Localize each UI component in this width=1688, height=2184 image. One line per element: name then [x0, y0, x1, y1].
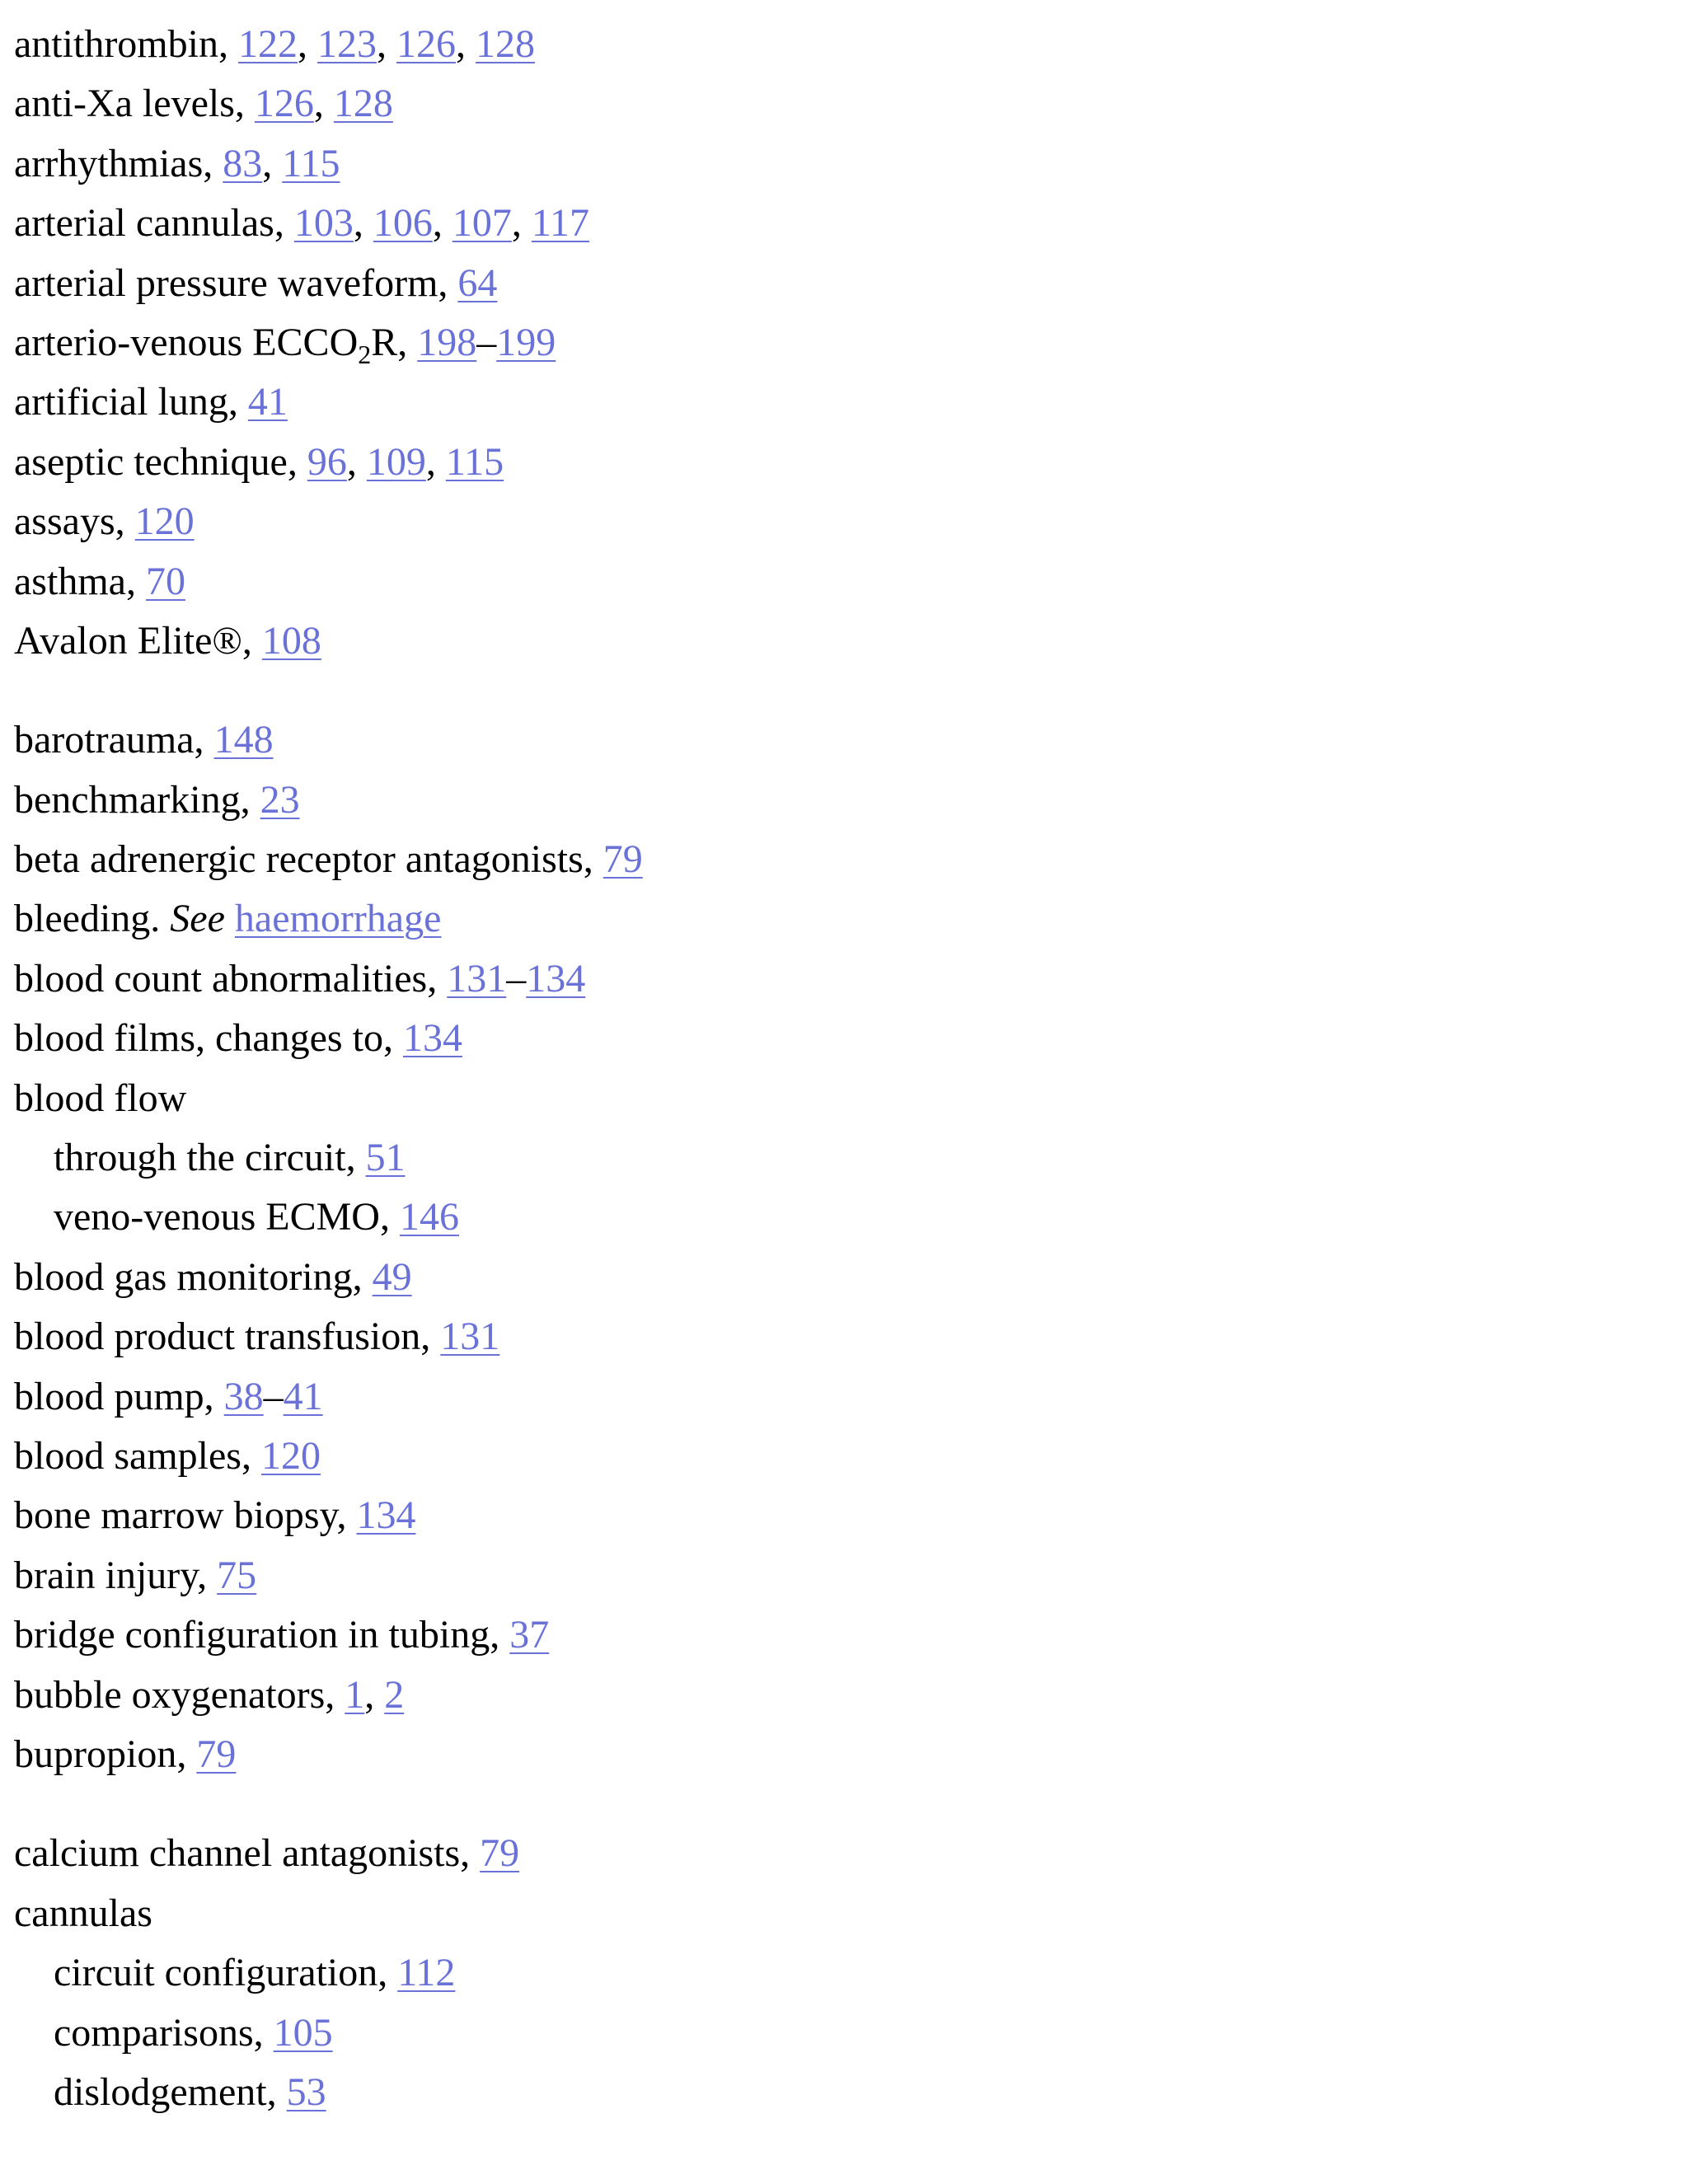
index-subentry	[14, 1188, 1580, 1247]
index-entry	[14, 1605, 1580, 1665]
page-reference-link[interactable]: 126	[396, 22, 456, 66]
page-reference-link[interactable]: 198	[417, 320, 477, 364]
index-page	[14, 15, 1580, 2122]
page-reference-link[interactable]: 79	[480, 1831, 520, 1876]
page-reference-link[interactable]: 51	[365, 1136, 406, 1180]
page-reference-link[interactable]: 131	[440, 1315, 500, 1359]
index-term: aseptic technique,	[14, 439, 307, 484]
page-reference-link[interactable]: 115	[282, 141, 340, 185]
index-term: bone marrow biopsy,	[14, 1493, 357, 1538]
page-reference-link[interactable]: 128	[475, 22, 535, 66]
page-reference-link[interactable]: 37	[509, 1613, 550, 1657]
index-term: bubble oxygenators,	[14, 1672, 345, 1717]
index-entry	[14, 1486, 1580, 1545]
index-term: veno-venous ECMO,	[54, 1195, 400, 1240]
ref-separator: –	[263, 1374, 284, 1418]
page-reference-link[interactable]: 115	[445, 439, 504, 484]
index-entry	[14, 134, 1580, 194]
index-term: blood films, changes to,	[14, 1016, 403, 1061]
page-reference-link[interactable]: 1	[345, 1672, 365, 1717]
index-term: arterial cannulas,	[14, 201, 294, 246]
index-entry	[14, 949, 1580, 1009]
index-entry	[14, 1427, 1580, 1486]
ref-separator: –	[506, 956, 527, 1001]
index-term: calcium channel antagonists,	[14, 1831, 481, 1876]
index-entry	[14, 771, 1580, 830]
index-term-suffix: R,	[371, 320, 418, 364]
index-entry	[14, 710, 1580, 770]
index-entry	[14, 1367, 1580, 1427]
index-entry	[14, 1248, 1580, 1307]
index-entry	[14, 1307, 1580, 1366]
index-letter-group	[14, 1824, 1580, 2122]
page-reference-link[interactable]: 106	[373, 201, 433, 246]
index-term: dislodgement,	[54, 2069, 287, 2114]
index-entry	[14, 1666, 1580, 1725]
index-term: artificial lung,	[14, 380, 248, 424]
index-term: cannulas	[14, 1891, 152, 1935]
index-letter-group	[14, 15, 1580, 671]
index-term: arterio-venous ECCO	[14, 320, 359, 364]
page-reference-link[interactable]: 53	[286, 2069, 326, 2114]
page-reference-link[interactable]: 117	[531, 201, 590, 246]
ref-separator: ,	[511, 201, 532, 246]
ref-separator: ,	[364, 1672, 385, 1717]
ref-separator: ,	[425, 439, 446, 484]
page-reference-link[interactable]: 2	[384, 1672, 405, 1717]
index-term: asthma,	[14, 559, 146, 603]
page-reference-link[interactable]: 23	[260, 777, 300, 822]
index-entry	[14, 1009, 1580, 1068]
page-reference-link[interactable]: 148	[213, 718, 274, 762]
ref-separator: ,	[346, 439, 367, 484]
index-term: assays,	[14, 499, 135, 544]
index-term: brain injury,	[14, 1553, 218, 1597]
page-reference-link[interactable]: 41	[247, 380, 288, 424]
index-subentry	[14, 1943, 1580, 2003]
ref-separator: ,	[432, 201, 452, 246]
page-reference-link[interactable]: 122	[237, 22, 298, 66]
index-term: arrhythmias,	[14, 141, 223, 185]
index-term: benchmarking,	[14, 777, 260, 822]
index-term: blood flow	[14, 1076, 187, 1120]
page-reference-link[interactable]: 83	[223, 141, 263, 185]
index-entry	[14, 254, 1580, 313]
index-entry	[14, 15, 1580, 74]
index-entry	[14, 1546, 1580, 1605]
index-term: bridge configuration in tubing,	[14, 1613, 510, 1657]
page-reference-link[interactable]: 131	[447, 956, 507, 1001]
page-reference-link[interactable]: 109	[366, 439, 426, 484]
index-entry	[14, 492, 1580, 551]
index-term: blood product transfusion,	[14, 1315, 441, 1359]
index-entry	[14, 313, 1580, 373]
page-reference-link[interactable]: 79	[603, 837, 643, 882]
index-term: blood gas monitoring,	[14, 1254, 373, 1299]
ref-separator: ,	[376, 22, 396, 66]
index-term: anti-Xa levels,	[14, 82, 255, 126]
page-reference-link[interactable]: 134	[526, 956, 586, 1001]
index-entry	[14, 373, 1580, 432]
index-term: Avalon Elite®,	[14, 618, 262, 663]
index-term: barotrauma,	[14, 718, 214, 762]
index-entry	[14, 552, 1580, 612]
index-entry	[14, 433, 1580, 492]
index-term: circuit configuration,	[54, 1951, 398, 1995]
ref-separator: ,	[455, 22, 476, 66]
index-term: bupropion,	[14, 1732, 197, 1776]
page-reference-link[interactable]: 128	[333, 82, 393, 126]
index-entry	[14, 830, 1580, 889]
ref-separator: ,	[262, 141, 283, 185]
index-term: blood pump,	[14, 1374, 224, 1418]
index-subentry	[14, 2004, 1580, 2063]
ref-separator: ,	[297, 22, 317, 66]
page-reference-link[interactable]: 70	[145, 559, 185, 603]
page-reference-link[interactable]: 146	[399, 1195, 459, 1240]
index-entry	[14, 74, 1580, 134]
ref-separator: ,	[313, 82, 334, 126]
page-reference-link[interactable]: 75	[217, 1553, 257, 1597]
page-reference-link[interactable]: 107	[452, 201, 512, 246]
index-entry	[14, 889, 1580, 949]
index-entry	[14, 1725, 1580, 1784]
page-reference-link[interactable]: 96	[307, 439, 347, 484]
page-reference-link[interactable]: 105	[273, 2010, 333, 2055]
page-reference-link[interactable]: 103	[293, 201, 354, 246]
ref-separator: ,	[353, 201, 373, 246]
see-reference-label: See	[170, 897, 225, 941]
page-reference-link[interactable]: haemorrhage	[234, 897, 442, 941]
page-reference-link[interactable]: 38	[223, 1374, 264, 1418]
subscript: 2	[358, 339, 372, 369]
index-entry	[14, 1824, 1580, 1883]
page-reference-link[interactable]: 120	[260, 1433, 321, 1478]
index-term: through the circuit,	[54, 1136, 366, 1180]
ref-separator: –	[476, 320, 497, 364]
page-reference-link[interactable]: 199	[496, 320, 556, 364]
page-reference-link[interactable]: 41	[283, 1374, 323, 1418]
page-reference-link[interactable]: 126	[254, 82, 314, 126]
index-term: blood count abnormalities,	[14, 956, 448, 1001]
page-reference-link[interactable]: 108	[261, 618, 321, 663]
index-term: beta adrenergic receptor antagonists,	[14, 837, 603, 882]
page-reference-link[interactable]: 120	[134, 499, 195, 544]
page-reference-link[interactable]: 134	[402, 1016, 462, 1061]
index-term: arterial pressure waveform,	[14, 260, 458, 305]
page-reference-link[interactable]: 64	[457, 260, 498, 305]
page-reference-link[interactable]: 49	[372, 1254, 412, 1299]
index-entry	[14, 612, 1580, 671]
index-subentry	[14, 2063, 1580, 2122]
page-reference-link[interactable]: 123	[316, 22, 377, 66]
page-reference-link[interactable]: 134	[356, 1493, 416, 1538]
index-term: comparisons,	[54, 2010, 274, 2055]
index-subentry	[14, 1128, 1580, 1188]
index-entry	[14, 1884, 1580, 1943]
index-term: bleeding.	[14, 897, 171, 941]
index-entry	[14, 194, 1580, 253]
index-term: antithrombin,	[14, 22, 238, 66]
page-reference-link[interactable]: 79	[196, 1732, 237, 1776]
index-term: blood samples,	[14, 1433, 261, 1478]
index-entry	[14, 1069, 1580, 1128]
page-reference-link[interactable]: 112	[397, 1951, 456, 1995]
index-letter-group	[14, 710, 1580, 1784]
